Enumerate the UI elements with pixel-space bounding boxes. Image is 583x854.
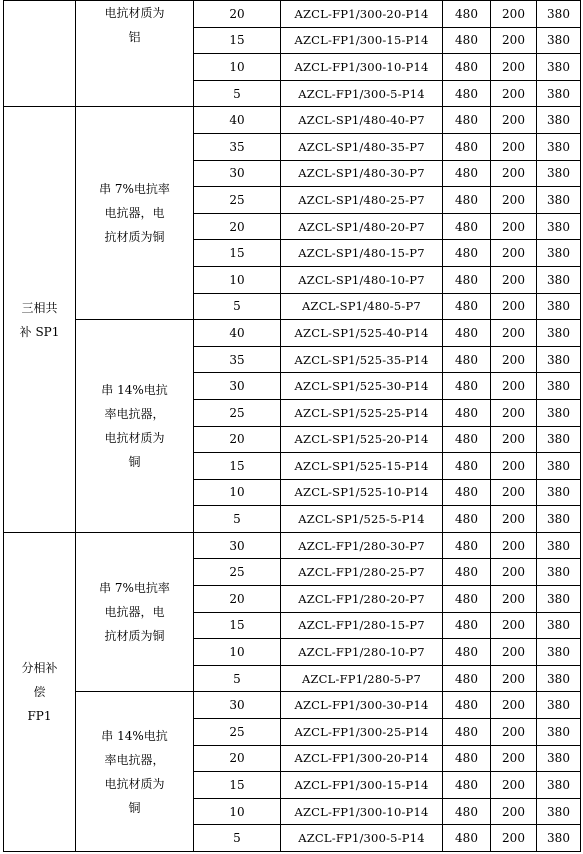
value-cell: 480 (443, 559, 491, 586)
cell-text-line: 电抗材质为 (104, 6, 165, 20)
spec-table (3, 0, 581, 852)
capacity-cell: 25 (194, 559, 281, 586)
cell-text-line: 偿 (33, 684, 46, 699)
model-cell: AZCL-FP1/300-15-P14 (281, 772, 443, 799)
capacity-cell: 15 (194, 240, 281, 267)
value-cell: 380 (537, 798, 581, 825)
cell-text-line: FP1 (27, 708, 52, 723)
cell-text-line: 串 7%电抗率 (99, 182, 170, 197)
model-cell: AZCL-SP1/525-25-P14 (281, 399, 443, 426)
model-cell: AZCL-SP1/480-25-P7 (281, 187, 443, 214)
value-cell: 480 (443, 346, 491, 373)
capacity-cell: 40 (194, 107, 281, 134)
value-cell: 380 (537, 479, 581, 506)
capacity-cell: 15 (194, 612, 281, 639)
value-cell: 480 (443, 266, 491, 293)
value-cell: 480 (443, 825, 491, 852)
capacity-cell: 15 (194, 772, 281, 799)
value-cell: 200 (491, 54, 537, 81)
value-cell: 480 (443, 665, 491, 692)
category-cell (76, 107, 194, 320)
group-cell (4, 1, 76, 107)
value-cell: 380 (537, 559, 581, 586)
value-cell: 380 (537, 80, 581, 107)
spec-table-body (4, 1, 581, 852)
value-cell: 200 (491, 399, 537, 426)
value-cell: 480 (443, 373, 491, 400)
value-cell: 480 (443, 692, 491, 719)
value-cell: 200 (491, 187, 537, 214)
cell-text-line: 率电抗器， (104, 407, 165, 421)
model-cell: AZCL-FP1/300-30-P14 (281, 692, 443, 719)
model-cell: AZCL-SP1/480-20-P7 (281, 213, 443, 240)
capacity-cell: 5 (194, 80, 281, 107)
model-cell: AZCL-SP1/480-15-P7 (281, 240, 443, 267)
value-cell: 200 (491, 373, 537, 400)
value-cell: 200 (491, 586, 537, 613)
model-cell: AZCL-SP1/525-30-P14 (281, 373, 443, 400)
model-cell: AZCL-FP1/300-10-P14 (281, 798, 443, 825)
value-cell: 200 (491, 692, 537, 719)
value-cell: 200 (491, 240, 537, 267)
value-cell: 480 (443, 80, 491, 107)
capacity-cell: 10 (194, 798, 281, 825)
value-cell: 380 (537, 266, 581, 293)
cell-text-line: 电抗材质为 (104, 431, 165, 445)
model-cell: AZCL-SP1/480-30-P7 (281, 160, 443, 187)
model-cell: AZCL-SP1/525-5-P14 (281, 506, 443, 533)
value-cell: 480 (443, 240, 491, 267)
value-cell: 480 (443, 532, 491, 559)
value-cell: 480 (443, 107, 491, 134)
cell-text-line: 电抗器，电 (104, 605, 165, 620)
model-cell: AZCL-SP1/525-40-P14 (281, 320, 443, 347)
value-cell: 200 (491, 107, 537, 134)
cell-text-line: 抗材质为铜 (104, 629, 165, 644)
value-cell: 380 (537, 639, 581, 666)
capacity-cell: 30 (194, 373, 281, 400)
value-cell: 480 (443, 399, 491, 426)
capacity-cell: 5 (194, 506, 281, 533)
capacity-cell: 20 (194, 745, 281, 772)
capacity-cell: 15 (194, 453, 281, 480)
value-cell: 480 (443, 213, 491, 240)
value-cell: 480 (443, 27, 491, 54)
capacity-cell: 15 (194, 27, 281, 54)
capacity-cell: 30 (194, 692, 281, 719)
value-cell: 480 (443, 54, 491, 81)
value-cell: 480 (443, 293, 491, 320)
model-cell: AZCL-SP1/480-40-P7 (281, 107, 443, 134)
value-cell: 380 (537, 426, 581, 453)
table-row (4, 1, 581, 28)
capacity-cell: 35 (194, 133, 281, 160)
capacity-cell: 5 (194, 293, 281, 320)
model-cell: AZCL-FP1/300-10-P14 (281, 54, 443, 81)
model-cell: AZCL-FP1/280-25-P7 (281, 559, 443, 586)
model-cell: AZCL-FP1/300-20-P14 (281, 1, 443, 28)
value-cell: 480 (443, 1, 491, 28)
capacity-cell: 25 (194, 719, 281, 746)
value-cell: 380 (537, 745, 581, 772)
model-cell: AZCL-FP1/300-25-P14 (281, 719, 443, 746)
capacity-cell: 20 (194, 586, 281, 613)
value-cell: 200 (491, 532, 537, 559)
value-cell: 380 (537, 160, 581, 187)
value-cell: 480 (443, 612, 491, 639)
value-cell: 380 (537, 107, 581, 134)
model-cell: AZCL-FP1/300-5-P14 (281, 825, 443, 852)
value-cell: 380 (537, 772, 581, 799)
capacity-cell: 20 (194, 213, 281, 240)
value-cell: 380 (537, 320, 581, 347)
value-cell: 380 (537, 586, 581, 613)
capacity-cell: 25 (194, 399, 281, 426)
capacity-cell: 5 (194, 825, 281, 852)
model-cell: AZCL-SP1/480-35-P7 (281, 133, 443, 160)
capacity-cell: 30 (194, 532, 281, 559)
category-cell (76, 320, 194, 533)
value-cell: 480 (443, 745, 491, 772)
value-cell: 200 (491, 559, 537, 586)
value-cell: 480 (443, 586, 491, 613)
value-cell: 200 (491, 639, 537, 666)
capacity-cell: 30 (194, 160, 281, 187)
value-cell: 380 (537, 346, 581, 373)
value-cell: 380 (537, 399, 581, 426)
value-cell: 200 (491, 745, 537, 772)
value-cell: 380 (537, 27, 581, 54)
cell-text-line: 铜 (128, 800, 141, 815)
value-cell: 200 (491, 506, 537, 533)
value-cell: 200 (491, 160, 537, 187)
model-cell: AZCL-SP1/525-35-P14 (281, 346, 443, 373)
cell-text-line: 串 14%电抗 (101, 728, 168, 743)
value-cell: 380 (537, 293, 581, 320)
group-cell (4, 532, 76, 851)
cell-text-line: 串 7%电抗率 (99, 581, 170, 596)
capacity-cell: 10 (194, 266, 281, 293)
value-cell: 200 (491, 27, 537, 54)
cell-text-line: 三相共 (21, 300, 58, 315)
model-cell: AZCL-FP1/280-30-P7 (281, 532, 443, 559)
capacity-cell: 25 (194, 187, 281, 214)
value-cell: 480 (443, 320, 491, 347)
value-cell: 380 (537, 187, 581, 214)
value-cell: 480 (443, 133, 491, 160)
table-row (4, 692, 581, 719)
capacity-cell: 5 (194, 665, 281, 692)
value-cell: 480 (443, 798, 491, 825)
value-cell: 200 (491, 719, 537, 746)
value-cell: 200 (491, 453, 537, 480)
group-cell (4, 107, 76, 533)
model-cell: AZCL-SP1/480-10-P7 (281, 266, 443, 293)
capacity-cell: 40 (194, 320, 281, 347)
value-cell: 380 (537, 133, 581, 160)
value-cell: 200 (491, 1, 537, 28)
category-cell (76, 692, 194, 852)
value-cell: 200 (491, 798, 537, 825)
value-cell: 380 (537, 240, 581, 267)
capacity-cell: 35 (194, 346, 281, 373)
category-cell (76, 532, 194, 692)
value-cell: 480 (443, 639, 491, 666)
value-cell: 200 (491, 266, 537, 293)
model-cell: AZCL-FP1/280-5-P7 (281, 665, 443, 692)
value-cell: 200 (491, 612, 537, 639)
value-cell: 200 (491, 346, 537, 373)
model-cell: AZCL-SP1/525-20-P14 (281, 426, 443, 453)
capacity-cell: 20 (194, 1, 281, 28)
value-cell: 200 (491, 213, 537, 240)
value-cell: 380 (537, 1, 581, 28)
value-cell: 480 (443, 772, 491, 799)
value-cell: 480 (443, 719, 491, 746)
capacity-cell: 10 (194, 54, 281, 81)
value-cell: 480 (443, 187, 491, 214)
table-row (4, 320, 581, 347)
value-cell: 200 (491, 293, 537, 320)
value-cell: 380 (537, 665, 581, 692)
table-row (4, 532, 581, 559)
table-row (4, 107, 581, 134)
value-cell: 200 (491, 665, 537, 692)
capacity-cell: 10 (194, 479, 281, 506)
value-cell: 200 (491, 426, 537, 453)
value-cell: 200 (491, 133, 537, 160)
value-cell: 200 (491, 479, 537, 506)
cell-text-line: 电抗材质为 (104, 776, 165, 791)
value-cell: 380 (537, 453, 581, 480)
model-cell: AZCL-SP1/525-10-P14 (281, 479, 443, 506)
category-cell (76, 1, 194, 107)
model-cell: AZCL-FP1/300-15-P14 (281, 27, 443, 54)
cell-text-line: 串 14%电抗 (101, 383, 168, 397)
cell-text-line: 补 SP1 (19, 324, 60, 339)
value-cell: 200 (491, 320, 537, 347)
model-cell: AZCL-FP1/280-15-P7 (281, 612, 443, 639)
cell-text-line: 率电抗器， (104, 752, 165, 767)
cell-text-line: 电抗器，电 (104, 206, 165, 221)
value-cell: 380 (537, 692, 581, 719)
value-cell: 380 (537, 825, 581, 852)
value-cell: 480 (443, 426, 491, 453)
value-cell: 480 (443, 160, 491, 187)
value-cell: 380 (537, 612, 581, 639)
value-cell: 380 (537, 532, 581, 559)
model-cell: AZCL-FP1/280-10-P7 (281, 639, 443, 666)
value-cell: 480 (443, 506, 491, 533)
cell-text-line: 铝 (128, 30, 141, 44)
model-cell: AZCL-FP1/300-5-P14 (281, 80, 443, 107)
value-cell: 480 (443, 479, 491, 506)
value-cell: 200 (491, 80, 537, 107)
model-cell: AZCL-FP1/280-20-P7 (281, 586, 443, 613)
value-cell: 480 (443, 453, 491, 480)
model-cell: AZCL-SP1/525-15-P14 (281, 453, 443, 480)
capacity-cell: 20 (194, 426, 281, 453)
model-cell: AZCL-FP1/300-20-P14 (281, 745, 443, 772)
value-cell: 200 (491, 825, 537, 852)
value-cell: 380 (537, 506, 581, 533)
value-cell: 380 (537, 213, 581, 240)
cell-text-line: 铜 (128, 455, 141, 469)
value-cell: 200 (491, 772, 537, 799)
cell-text-line: 抗材质为铜 (104, 230, 165, 245)
value-cell: 380 (537, 373, 581, 400)
model-cell: AZCL-SP1/480-5-P7 (281, 293, 443, 320)
value-cell: 380 (537, 719, 581, 746)
capacity-cell: 10 (194, 639, 281, 666)
cell-text-line: 分相补 (21, 660, 58, 675)
value-cell: 380 (537, 54, 581, 81)
